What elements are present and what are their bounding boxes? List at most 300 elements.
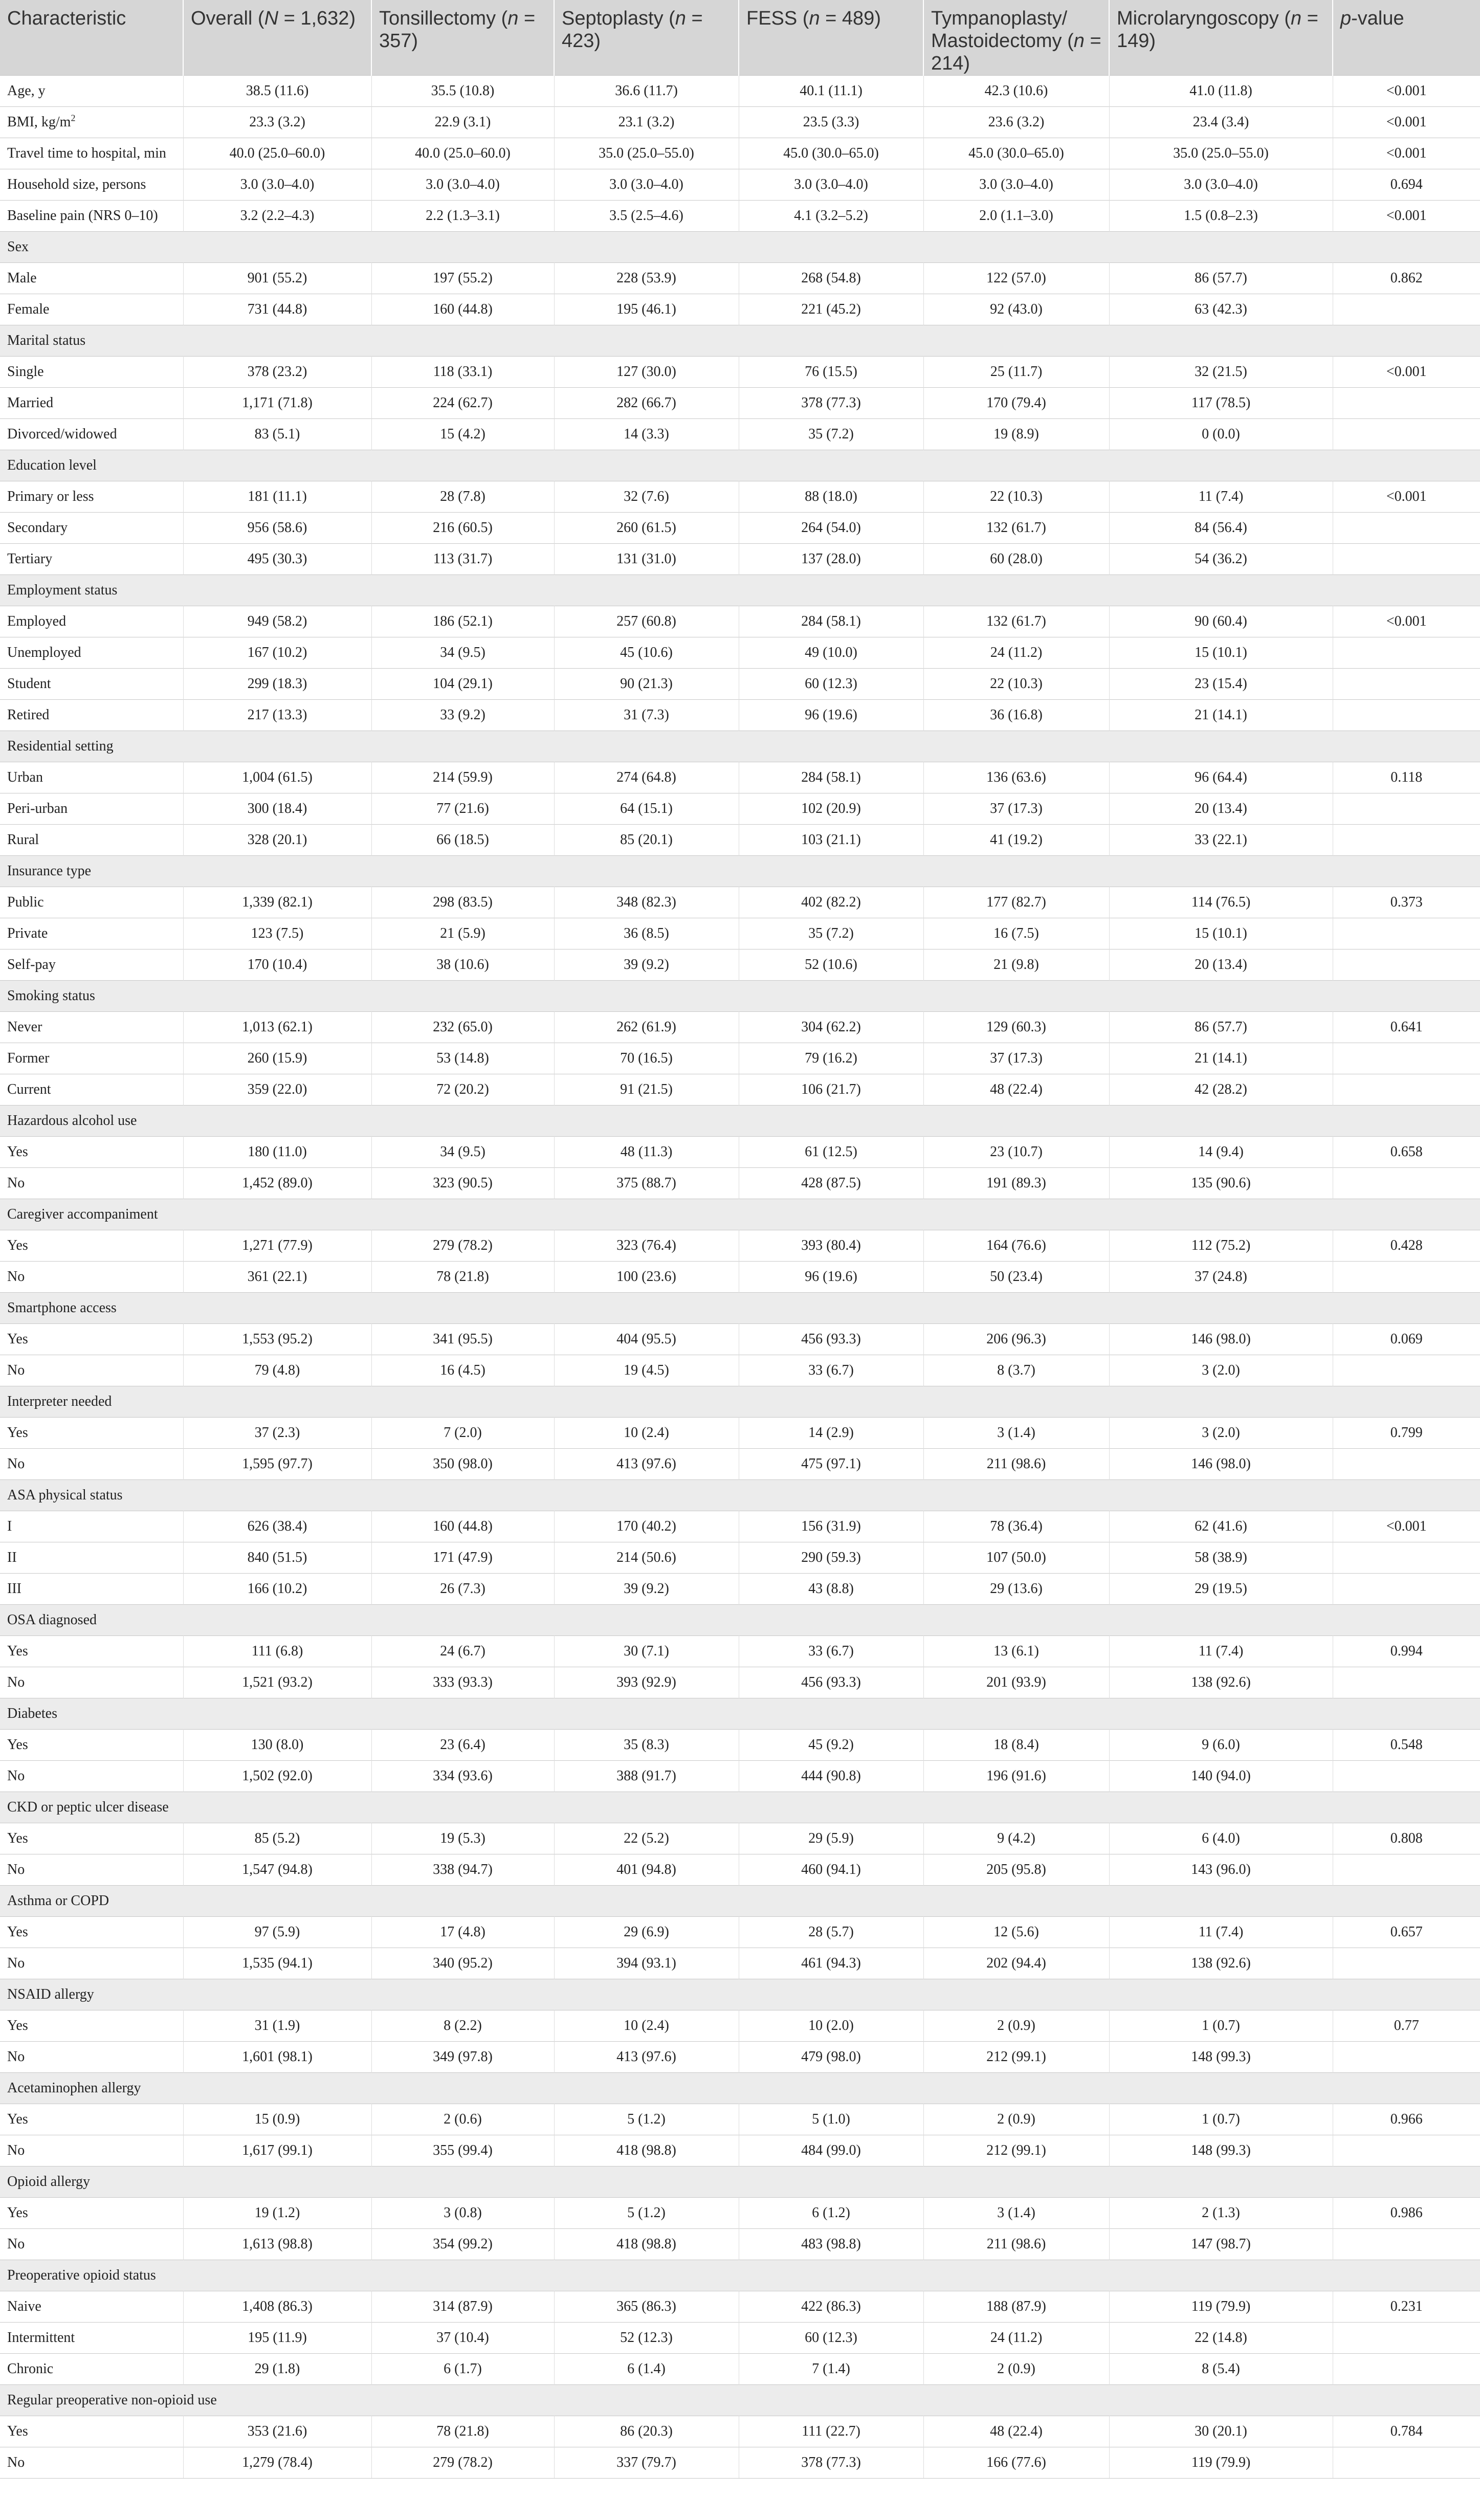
row-label xyxy=(0,2291,183,2322)
value-cell-group-0: 359 (22.0) xyxy=(183,1074,371,1105)
row-label xyxy=(0,699,183,731)
value-cell-group-5: 2 (1.3) xyxy=(1109,2197,1333,2228)
value-cell-group-3: 422 (86.3) xyxy=(739,2291,923,2322)
table-row xyxy=(0,1760,1480,1792)
row-label-text: No xyxy=(7,1362,25,1378)
table-row xyxy=(0,699,1480,731)
value-cell-group-2: 127 (30.0) xyxy=(554,356,739,387)
value-cell-group-1: 78 (21.8) xyxy=(371,1261,554,1292)
value-cell-group-1: 338 (94.7) xyxy=(371,1854,554,1885)
header-group-4 xyxy=(923,0,1109,75)
section-label: NSAID allergy xyxy=(0,1979,1480,2010)
row-label-text: Intermittent xyxy=(7,2329,75,2346)
table-row xyxy=(0,1417,1480,1448)
row-label xyxy=(0,1916,183,1948)
value-cell-group-2: 10 (2.4) xyxy=(554,2010,739,2041)
value-cell-group-1: 78 (21.8) xyxy=(371,2416,554,2447)
value-cell-group-4: 132 (61.7) xyxy=(923,512,1109,543)
value-cell-group-2: 19 (4.5) xyxy=(554,1355,739,1386)
value-cell-group-2: 52 (12.3) xyxy=(554,2322,739,2353)
pvalue-cell: 0.657 xyxy=(1333,1916,1480,1948)
pvalue-cell: 0.428 xyxy=(1333,1230,1480,1261)
pvalue-cell xyxy=(1333,1074,1480,1105)
pvalue-cell: <0.001 xyxy=(1333,200,1480,231)
value-cell-group-5: 11 (7.4) xyxy=(1109,1635,1333,1667)
table-row xyxy=(0,138,1480,169)
value-cell-group-4: 48 (22.4) xyxy=(923,2416,1109,2447)
value-cell-group-3: 264 (54.0) xyxy=(739,512,923,543)
row-label xyxy=(0,1136,183,1167)
row-label-text: I xyxy=(7,1518,12,1534)
section-label: Education level xyxy=(0,450,1480,481)
value-cell-group-5: 23.4 (3.4) xyxy=(1109,106,1333,138)
pvalue-cell: 0.373 xyxy=(1333,887,1480,918)
value-cell-group-4: 92 (43.0) xyxy=(923,294,1109,325)
value-cell-group-0: 1,171 (71.8) xyxy=(183,387,371,418)
pvalue-cell xyxy=(1333,512,1480,543)
table-row xyxy=(0,2104,1480,2135)
table-row xyxy=(0,1823,1480,1854)
row-label xyxy=(0,668,183,699)
value-cell-group-5: 119 (79.9) xyxy=(1109,2291,1333,2322)
table-row xyxy=(0,75,1480,106)
value-cell-group-4: 23 (10.7) xyxy=(923,1136,1109,1167)
value-cell-group-0: 83 (5.1) xyxy=(183,418,371,450)
row-label-text: Rural xyxy=(7,831,39,848)
value-cell-group-2: 282 (66.7) xyxy=(554,387,739,418)
value-cell-group-3: 378 (77.3) xyxy=(739,387,923,418)
value-cell-group-5: 30 (20.1) xyxy=(1109,2416,1333,2447)
value-cell-group-0: 1,339 (82.1) xyxy=(183,887,371,918)
value-cell-group-2: 228 (53.9) xyxy=(554,262,739,294)
value-cell-group-0: 1,004 (61.5) xyxy=(183,762,371,793)
table-row xyxy=(0,106,1480,138)
pvalue-cell: <0.001 xyxy=(1333,606,1480,637)
value-cell-group-5: 135 (90.6) xyxy=(1109,1167,1333,1199)
value-cell-group-2: 404 (95.5) xyxy=(554,1323,739,1355)
value-cell-group-3: 45.0 (30.0–65.0) xyxy=(739,138,923,169)
value-cell-group-0: 626 (38.4) xyxy=(183,1511,371,1542)
value-cell-group-0: 840 (51.5) xyxy=(183,1542,371,1573)
row-label-text: III xyxy=(7,1580,21,1597)
header-group-count: = 489) xyxy=(820,8,881,29)
pvalue-cell xyxy=(1333,699,1480,731)
pvalue-cell xyxy=(1333,1167,1480,1199)
value-cell-group-1: 72 (20.2) xyxy=(371,1074,554,1105)
value-cell-group-5: 1.5 (0.8–2.3) xyxy=(1109,200,1333,231)
value-cell-group-4: 21 (9.8) xyxy=(923,949,1109,980)
value-cell-group-3: 14 (2.9) xyxy=(739,1417,923,1448)
value-cell-group-0: 1,601 (98.1) xyxy=(183,2041,371,2072)
row-label xyxy=(0,824,183,855)
row-label xyxy=(0,200,183,231)
value-cell-group-3: 221 (45.2) xyxy=(739,294,923,325)
value-cell-group-5: 146 (98.0) xyxy=(1109,1448,1333,1479)
table-row xyxy=(0,762,1480,793)
value-cell-group-1: 334 (93.6) xyxy=(371,1760,554,1792)
value-cell-group-0: 85 (5.2) xyxy=(183,1823,371,1854)
value-cell-group-3: 428 (87.5) xyxy=(739,1167,923,1199)
section-label: Acetaminophen allergy xyxy=(0,2072,1480,2104)
value-cell-group-4: 12 (5.6) xyxy=(923,1916,1109,1948)
row-label-text: Yes xyxy=(7,2017,28,2033)
value-cell-group-4: 36 (16.8) xyxy=(923,699,1109,731)
value-cell-group-5: 21 (14.1) xyxy=(1109,1043,1333,1074)
row-label xyxy=(0,2353,183,2384)
value-cell-group-4: 2 (0.9) xyxy=(923,2353,1109,2384)
value-cell-group-2: 257 (60.8) xyxy=(554,606,739,637)
value-cell-group-4: 211 (98.6) xyxy=(923,2228,1109,2260)
row-label-text: Yes xyxy=(7,1143,28,1160)
value-cell-group-1: 53 (14.8) xyxy=(371,1043,554,1074)
value-cell-group-4: 42.3 (10.6) xyxy=(923,75,1109,106)
value-cell-group-1: 35.5 (10.8) xyxy=(371,75,554,106)
value-cell-group-0: 495 (30.3) xyxy=(183,543,371,574)
row-label-text: Married xyxy=(7,394,54,411)
value-cell-group-4: 2 (0.9) xyxy=(923,2010,1109,2041)
pvalue-cell xyxy=(1333,1948,1480,1979)
value-cell-group-1: 37 (10.4) xyxy=(371,2322,554,2353)
pvalue-cell: 0.658 xyxy=(1333,1136,1480,1167)
pvalue-cell: 0.641 xyxy=(1333,1011,1480,1043)
section-row xyxy=(0,574,1480,606)
table-row xyxy=(0,1573,1480,1604)
value-cell-group-4: 22 (10.3) xyxy=(923,668,1109,699)
table-row xyxy=(0,1074,1480,1105)
row-label-text: Male xyxy=(7,270,37,286)
row-label xyxy=(0,169,183,200)
value-cell-group-2: 35 (8.3) xyxy=(554,1729,739,1760)
value-cell-group-3: 88 (18.0) xyxy=(739,481,923,512)
pvalue-cell xyxy=(1333,949,1480,980)
table-row xyxy=(0,481,1480,512)
row-label xyxy=(0,887,183,918)
table-row xyxy=(0,1948,1480,1979)
pvalue-cell: 0.966 xyxy=(1333,2104,1480,2135)
section-row xyxy=(0,1292,1480,1323)
table-row xyxy=(0,949,1480,980)
value-cell-group-2: 388 (91.7) xyxy=(554,1760,739,1792)
row-label xyxy=(0,294,183,325)
header-group-label: Tympanoplasty/ Mastoidectomy ( xyxy=(931,8,1074,52)
pvalue-cell xyxy=(1333,637,1480,668)
value-cell-group-4: 25 (11.7) xyxy=(923,356,1109,387)
pvalue-cell xyxy=(1333,2228,1480,2260)
value-cell-group-3: 4.1 (3.2–5.2) xyxy=(739,200,923,231)
value-cell-group-5: 62 (41.6) xyxy=(1109,1511,1333,1542)
value-cell-group-1: 349 (97.8) xyxy=(371,2041,554,2072)
value-cell-group-1: 214 (59.9) xyxy=(371,762,554,793)
row-label xyxy=(0,75,183,106)
section-label: Hazardous alcohol use xyxy=(0,1105,1480,1136)
row-label-text: Employed xyxy=(7,613,67,629)
pvalue-cell xyxy=(1333,2322,1480,2353)
value-cell-group-5: 86 (57.7) xyxy=(1109,262,1333,294)
value-cell-group-2: 39 (9.2) xyxy=(554,1573,739,1604)
value-cell-group-3: 60 (12.3) xyxy=(739,668,923,699)
header-group-label: Microlaryngoscopy ( xyxy=(1117,8,1291,29)
value-cell-group-5: 96 (64.4) xyxy=(1109,762,1333,793)
value-cell-group-4: 188 (87.9) xyxy=(923,2291,1109,2322)
value-cell-group-2: 323 (76.4) xyxy=(554,1230,739,1261)
row-label-text: Student xyxy=(7,675,51,692)
value-cell-group-3: 290 (59.3) xyxy=(739,1542,923,1573)
table-row xyxy=(0,606,1480,637)
pvalue-cell xyxy=(1333,918,1480,949)
value-cell-group-5: 20 (13.4) xyxy=(1109,949,1333,980)
value-cell-group-5: 20 (13.4) xyxy=(1109,793,1333,824)
section-label: Preoperative opioid status xyxy=(0,2260,1480,2291)
value-cell-group-1: 16 (4.5) xyxy=(371,1355,554,1386)
table-row xyxy=(0,512,1480,543)
header-group-count: = 357) xyxy=(379,8,536,52)
section-row xyxy=(0,1792,1480,1823)
value-cell-group-5: 9 (6.0) xyxy=(1109,1729,1333,1760)
header-group-count: = 149) xyxy=(1117,8,1318,52)
section-label: Asthma or COPD xyxy=(0,1885,1480,1916)
value-cell-group-1: 160 (44.8) xyxy=(371,1511,554,1542)
value-cell-group-2: 274 (64.8) xyxy=(554,762,739,793)
row-label xyxy=(0,2197,183,2228)
value-cell-group-2: 64 (15.1) xyxy=(554,793,739,824)
pvalue-cell: <0.001 xyxy=(1333,138,1480,169)
row-label xyxy=(0,1355,183,1386)
table-row xyxy=(0,1635,1480,1667)
value-cell-group-0: 170 (10.4) xyxy=(183,949,371,980)
value-cell-group-2: 348 (82.3) xyxy=(554,887,739,918)
table-row xyxy=(0,1448,1480,1479)
table-row xyxy=(0,918,1480,949)
row-label-text: No xyxy=(7,2142,25,2158)
value-cell-group-2: 131 (31.0) xyxy=(554,543,739,574)
value-cell-group-5: 90 (60.4) xyxy=(1109,606,1333,637)
table-row xyxy=(0,824,1480,855)
value-cell-group-2: 85 (20.1) xyxy=(554,824,739,855)
value-cell-group-3: 76 (15.5) xyxy=(739,356,923,387)
value-cell-group-5: 21 (14.1) xyxy=(1109,699,1333,731)
value-cell-group-5: 42 (28.2) xyxy=(1109,1074,1333,1105)
table-row xyxy=(0,418,1480,450)
value-cell-group-0: 1,013 (62.1) xyxy=(183,1011,371,1043)
pvalue-cell: 0.994 xyxy=(1333,1635,1480,1667)
value-cell-group-4: 212 (99.1) xyxy=(923,2135,1109,2166)
value-cell-group-4: 2.0 (1.1–3.0) xyxy=(923,200,1109,231)
table-header xyxy=(0,0,1480,75)
row-label xyxy=(0,418,183,450)
value-cell-group-1: 355 (99.4) xyxy=(371,2135,554,2166)
table-row xyxy=(0,2322,1480,2353)
pvalue-cell: <0.001 xyxy=(1333,106,1480,138)
value-cell-group-0: 956 (58.6) xyxy=(183,512,371,543)
value-cell-group-3: 444 (90.8) xyxy=(739,1760,923,1792)
value-cell-group-3: 156 (31.9) xyxy=(739,1511,923,1542)
table-row xyxy=(0,1355,1480,1386)
value-cell-group-4: 129 (60.3) xyxy=(923,1011,1109,1043)
value-cell-group-0: 130 (8.0) xyxy=(183,1729,371,1760)
row-label-text: No xyxy=(7,2236,25,2252)
value-cell-group-5: 33 (22.1) xyxy=(1109,824,1333,855)
value-cell-group-4: 8 (3.7) xyxy=(923,1355,1109,1386)
section-row xyxy=(0,2260,1480,2291)
value-cell-group-2: 32 (7.6) xyxy=(554,481,739,512)
table-row xyxy=(0,2197,1480,2228)
value-cell-group-2: 36 (8.5) xyxy=(554,918,739,949)
value-cell-group-5: 84 (56.4) xyxy=(1109,512,1333,543)
row-label-text: Private xyxy=(7,925,48,941)
value-cell-group-0: 123 (7.5) xyxy=(183,918,371,949)
value-cell-group-1: 341 (95.5) xyxy=(371,1323,554,1355)
table-row xyxy=(0,543,1480,574)
table-row xyxy=(0,1667,1480,1698)
row-label xyxy=(0,1667,183,1698)
value-cell-group-5: 63 (42.3) xyxy=(1109,294,1333,325)
value-cell-group-4: 3.0 (3.0–4.0) xyxy=(923,169,1109,200)
header-group-label: FESS ( xyxy=(746,8,809,29)
value-cell-group-1: 104 (29.1) xyxy=(371,668,554,699)
table-row xyxy=(0,1261,1480,1292)
value-cell-group-5: 6 (4.0) xyxy=(1109,1823,1333,1854)
value-cell-group-0: 949 (58.2) xyxy=(183,606,371,637)
value-cell-group-1: 216 (60.5) xyxy=(371,512,554,543)
value-cell-group-1: 66 (18.5) xyxy=(371,824,554,855)
value-cell-group-3: 102 (20.9) xyxy=(739,793,923,824)
value-cell-group-0: 38.5 (11.6) xyxy=(183,75,371,106)
value-cell-group-2: 394 (93.1) xyxy=(554,1948,739,1979)
header-group-5 xyxy=(1109,0,1333,75)
value-cell-group-0: 23.3 (3.2) xyxy=(183,106,371,138)
value-cell-group-1: 314 (87.9) xyxy=(371,2291,554,2322)
section-row xyxy=(0,1386,1480,1417)
value-cell-group-0: 1,502 (92.0) xyxy=(183,1760,371,1792)
pvalue-cell xyxy=(1333,2447,1480,2478)
value-cell-group-0: 111 (6.8) xyxy=(183,1635,371,1667)
value-cell-group-3: 33 (6.7) xyxy=(739,1635,923,1667)
row-label-superscript: 2 xyxy=(71,113,76,123)
row-label-text: Peri-urban xyxy=(7,800,68,816)
value-cell-group-4: 23.6 (3.2) xyxy=(923,106,1109,138)
value-cell-group-3: 35 (7.2) xyxy=(739,418,923,450)
value-cell-group-2: 393 (92.9) xyxy=(554,1667,739,1698)
pvalue-cell xyxy=(1333,294,1480,325)
value-cell-group-1: 33 (9.2) xyxy=(371,699,554,731)
row-label xyxy=(0,481,183,512)
row-label-text: Yes xyxy=(7,2204,28,2221)
value-cell-group-5: 86 (57.7) xyxy=(1109,1011,1333,1043)
table-row xyxy=(0,1542,1480,1573)
section-row xyxy=(0,1604,1480,1635)
pvalue-cell: <0.001 xyxy=(1333,75,1480,106)
value-cell-group-0: 1,408 (86.3) xyxy=(183,2291,371,2322)
row-label-text: Yes xyxy=(7,1830,28,1846)
value-cell-group-3: 3.0 (3.0–4.0) xyxy=(739,169,923,200)
row-label-text: Chronic xyxy=(7,2360,54,2377)
value-cell-group-0: 260 (15.9) xyxy=(183,1043,371,1074)
value-cell-group-5: 148 (99.3) xyxy=(1109,2041,1333,2072)
section-label: Smartphone access xyxy=(0,1292,1480,1323)
row-label xyxy=(0,1729,183,1760)
value-cell-group-0: 1,617 (99.1) xyxy=(183,2135,371,2166)
value-cell-group-0: 166 (10.2) xyxy=(183,1573,371,1604)
value-cell-group-0: 328 (20.1) xyxy=(183,824,371,855)
value-cell-group-0: 1,595 (97.7) xyxy=(183,1448,371,1479)
header-group-n-symbol: n xyxy=(1291,8,1302,29)
row-label-text: Urban xyxy=(7,769,43,785)
value-cell-group-5: 138 (92.6) xyxy=(1109,1667,1333,1698)
value-cell-group-1: 197 (55.2) xyxy=(371,262,554,294)
value-cell-group-2: 14 (3.3) xyxy=(554,418,739,450)
row-label xyxy=(0,606,183,637)
value-cell-group-1: 21 (5.9) xyxy=(371,918,554,949)
value-cell-group-0: 300 (18.4) xyxy=(183,793,371,824)
value-cell-group-2: 401 (94.8) xyxy=(554,1854,739,1885)
row-label-text: No xyxy=(7,1175,25,1191)
header-group-count: = 423) xyxy=(562,8,703,52)
value-cell-group-5: 14 (9.4) xyxy=(1109,1136,1333,1167)
value-cell-group-0: 353 (21.6) xyxy=(183,2416,371,2447)
value-cell-group-4: 212 (99.1) xyxy=(923,2041,1109,2072)
value-cell-group-0: 167 (10.2) xyxy=(183,637,371,668)
value-cell-group-0: 195 (11.9) xyxy=(183,2322,371,2353)
table-row xyxy=(0,2010,1480,2041)
value-cell-group-5: 119 (79.9) xyxy=(1109,2447,1333,2478)
value-cell-group-2: 90 (21.3) xyxy=(554,668,739,699)
row-label-text: Secondary xyxy=(7,519,68,536)
table-row xyxy=(0,2135,1480,2166)
table-row xyxy=(0,200,1480,231)
row-label-text: Public xyxy=(7,894,44,910)
pvalue-cell: 0.118 xyxy=(1333,762,1480,793)
value-cell-group-1: 279 (78.2) xyxy=(371,1230,554,1261)
value-cell-group-4: 132 (61.7) xyxy=(923,606,1109,637)
value-cell-group-5: 114 (76.5) xyxy=(1109,887,1333,918)
value-cell-group-2: 35.0 (25.0–55.0) xyxy=(554,138,739,169)
value-cell-group-1: 113 (31.7) xyxy=(371,543,554,574)
value-cell-group-3: 40.1 (11.1) xyxy=(739,75,923,106)
row-label-text: Unemployed xyxy=(7,644,81,660)
value-cell-group-1: 23 (6.4) xyxy=(371,1729,554,1760)
value-cell-group-5: 11 (7.4) xyxy=(1109,1916,1333,1948)
value-cell-group-2: 418 (98.8) xyxy=(554,2228,739,2260)
value-cell-group-2: 86 (20.3) xyxy=(554,2416,739,2447)
value-cell-group-5: 146 (98.0) xyxy=(1109,1323,1333,1355)
value-cell-group-3: 137 (28.0) xyxy=(739,543,923,574)
row-label-text: Former xyxy=(7,1050,50,1066)
row-label xyxy=(0,637,183,668)
value-cell-group-3: 60 (12.3) xyxy=(739,2322,923,2353)
value-cell-group-1: 3 (0.8) xyxy=(371,2197,554,2228)
row-label xyxy=(0,793,183,824)
section-label: CKD or peptic ulcer disease xyxy=(0,1792,1480,1823)
table-row xyxy=(0,1729,1480,1760)
value-cell-group-2: 365 (86.3) xyxy=(554,2291,739,2322)
table-row xyxy=(0,1230,1480,1261)
value-cell-group-0: 1,547 (94.8) xyxy=(183,1854,371,1885)
pvalue-cell: 0.548 xyxy=(1333,1729,1480,1760)
row-label xyxy=(0,1043,183,1074)
value-cell-group-5: 41.0 (11.8) xyxy=(1109,75,1333,106)
value-cell-group-1: 7 (2.0) xyxy=(371,1417,554,1448)
header-pvalue xyxy=(1333,0,1480,75)
value-cell-group-0: 1,553 (95.2) xyxy=(183,1323,371,1355)
section-row xyxy=(0,731,1480,762)
value-cell-group-4: 3 (1.4) xyxy=(923,2197,1109,2228)
pvalue-cell xyxy=(1333,824,1480,855)
section-label: OSA diagnosed xyxy=(0,1604,1480,1635)
pvalue-cell: <0.001 xyxy=(1333,481,1480,512)
value-cell-group-1: 118 (33.1) xyxy=(371,356,554,387)
value-cell-group-3: 461 (94.3) xyxy=(739,1948,923,1979)
value-cell-group-5: 35.0 (25.0–55.0) xyxy=(1109,138,1333,169)
